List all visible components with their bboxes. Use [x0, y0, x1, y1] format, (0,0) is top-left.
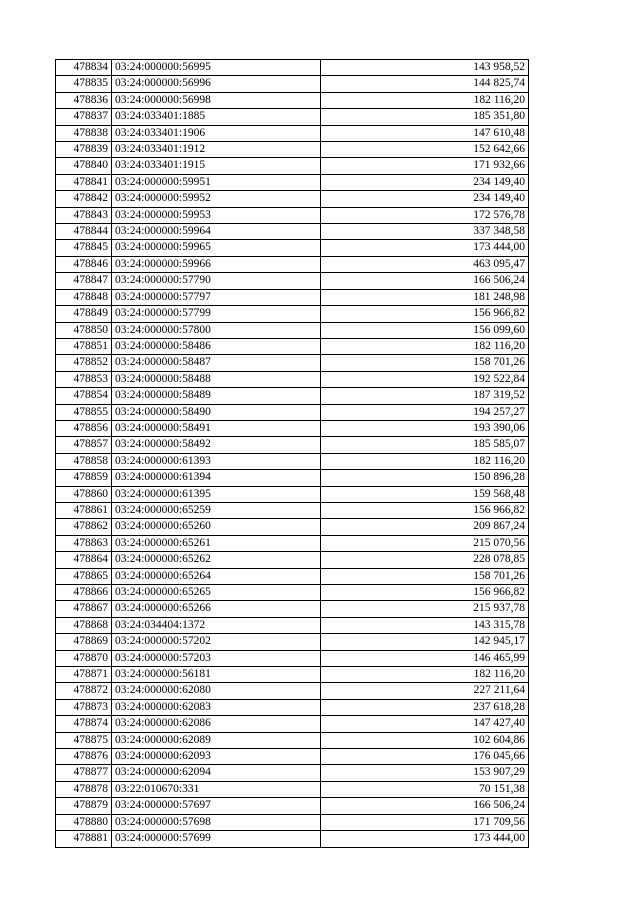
cadastral-number-cell: 03:24:000000:59964: [112, 224, 321, 240]
cadastral-number-cell: 03:24:000000:65265: [112, 585, 321, 601]
table-row: [56, 716, 529, 732]
cadastral-value-cell: 142 945,17: [321, 634, 529, 650]
table-body: [56, 60, 529, 848]
table-row: [56, 273, 529, 289]
table-row: [56, 224, 529, 240]
table-row: [56, 749, 529, 765]
table-row: [56, 781, 529, 797]
row-id-cell: 478846: [56, 256, 112, 272]
row-id-cell: 478873: [56, 699, 112, 715]
cadastral-number-cell: 03:24:000000:61393: [112, 453, 321, 469]
cadastral-number-cell: 03:24:000000:57797: [112, 289, 321, 305]
table-row: [56, 437, 529, 453]
cadastral-number-cell: 03:24:000000:57699: [112, 831, 321, 847]
table-row: [56, 306, 529, 322]
table-row: [56, 76, 529, 92]
cadastral-value-table: [55, 59, 529, 848]
row-id-cell: 478857: [56, 437, 112, 453]
table-row: [56, 667, 529, 683]
row-id-cell: 478851: [56, 338, 112, 354]
cadastral-number-cell: 03:24:000000:65264: [112, 568, 321, 584]
cadastral-number-cell: 03:24:000000:56996: [112, 76, 321, 92]
row-id-cell: 478867: [56, 601, 112, 617]
cadastral-number-cell: 03:24:000000:65260: [112, 519, 321, 535]
cadastral-value-cell: 156 966,82: [321, 502, 529, 518]
cadastral-value-cell: 150 896,28: [321, 470, 529, 486]
table-row: [56, 322, 529, 338]
cadastral-number-cell: 03:24:000000:61395: [112, 486, 321, 502]
cadastral-value-cell: 234 149,40: [321, 174, 529, 190]
cadastral-value-cell: 166 506,24: [321, 273, 529, 289]
table-row: [56, 109, 529, 125]
cadastral-value-cell: 185 351,80: [321, 109, 529, 125]
cadastral-value-cell: 463 095,47: [321, 256, 529, 272]
cadastral-value-cell: 185 585,07: [321, 437, 529, 453]
table-row: [56, 453, 529, 469]
row-id-cell: 478838: [56, 125, 112, 141]
cadastral-number-cell: 03:24:000000:57698: [112, 814, 321, 830]
cadastral-number-cell: 03:24:000000:57799: [112, 306, 321, 322]
cadastral-value-cell: 228 078,85: [321, 552, 529, 568]
cadastral-value-cell: 156 099,60: [321, 322, 529, 338]
cadastral-number-cell: 03:24:000000:56181: [112, 667, 321, 683]
table-row: [56, 174, 529, 190]
row-id-cell: 478876: [56, 749, 112, 765]
cadastral-number-cell: 03:24:000000:57697: [112, 798, 321, 814]
row-id-cell: 478859: [56, 470, 112, 486]
cadastral-number-cell: 03:24:000000:57790: [112, 273, 321, 289]
row-id-cell: 478842: [56, 191, 112, 207]
row-id-cell: 478868: [56, 617, 112, 633]
table-row: [56, 601, 529, 617]
cadastral-number-cell: 03:24:033401:1906: [112, 125, 321, 141]
cadastral-number-cell: 03:24:000000:59953: [112, 207, 321, 223]
table-row: [56, 683, 529, 699]
cadastral-number-cell: 03:24:000000:61394: [112, 470, 321, 486]
cadastral-value-cell: 172 576,78: [321, 207, 529, 223]
table-row: [56, 732, 529, 748]
cadastral-value-cell: 182 116,20: [321, 338, 529, 354]
row-id-cell: 478871: [56, 667, 112, 683]
cadastral-value-cell: 182 116,20: [321, 92, 529, 108]
cadastral-number-cell: 03:24:000000:58487: [112, 355, 321, 371]
cadastral-number-cell: 03:24:000000:58488: [112, 371, 321, 387]
cadastral-number-cell: 03:22:010670:331: [112, 781, 321, 797]
table-row: [56, 798, 529, 814]
row-id-cell: 478852: [56, 355, 112, 371]
table-row: [56, 338, 529, 354]
table-row: [56, 617, 529, 633]
row-id-cell: 478844: [56, 224, 112, 240]
cadastral-number-cell: 03:24:000000:62094: [112, 765, 321, 781]
row-id-cell: 478869: [56, 634, 112, 650]
row-id-cell: 478856: [56, 420, 112, 436]
row-id-cell: 478872: [56, 683, 112, 699]
cadastral-number-cell: 03:24:000000:57203: [112, 650, 321, 666]
row-id-cell: 478853: [56, 371, 112, 387]
cadastral-number-cell: 03:24:000000:58490: [112, 404, 321, 420]
row-id-cell: 478841: [56, 174, 112, 190]
cadastral-number-cell: 03:24:000000:59951: [112, 174, 321, 190]
row-id-cell: 478855: [56, 404, 112, 420]
cadastral-value-cell: 181 248,98: [321, 289, 529, 305]
row-id-cell: 478849: [56, 306, 112, 322]
row-id-cell: 478843: [56, 207, 112, 223]
cadastral-number-cell: 03:24:000000:62086: [112, 716, 321, 732]
cadastral-number-cell: 03:24:000000:65262: [112, 552, 321, 568]
cadastral-value-cell: 237 618,28: [321, 699, 529, 715]
row-id-cell: 478839: [56, 142, 112, 158]
row-id-cell: 478864: [56, 552, 112, 568]
row-id-cell: 478879: [56, 798, 112, 814]
row-id-cell: 478863: [56, 535, 112, 551]
cadastral-value-cell: 173 444,00: [321, 240, 529, 256]
table-row: [56, 470, 529, 486]
row-id-cell: 478874: [56, 716, 112, 732]
cadastral-number-cell: 03:24:000000:62083: [112, 699, 321, 715]
row-id-cell: 478848: [56, 289, 112, 305]
row-id-cell: 478860: [56, 486, 112, 502]
cadastral-number-cell: 03:24:000000:62080: [112, 683, 321, 699]
cadastral-value-cell: 156 966,82: [321, 585, 529, 601]
table-row: [56, 404, 529, 420]
row-id-cell: 478881: [56, 831, 112, 847]
row-id-cell: 478880: [56, 814, 112, 830]
table-row: [56, 92, 529, 108]
row-id-cell: 478875: [56, 732, 112, 748]
table-row: [56, 207, 529, 223]
cadastral-value-cell: 144 825,74: [321, 76, 529, 92]
cadastral-value-cell: 166 506,24: [321, 798, 529, 814]
cadastral-value-cell: 102 604,86: [321, 732, 529, 748]
cadastral-number-cell: 03:24:000000:58489: [112, 388, 321, 404]
cadastral-number-cell: 03:24:000000:62093: [112, 749, 321, 765]
cadastral-number-cell: 03:24:000000:58486: [112, 338, 321, 354]
row-id-cell: 478878: [56, 781, 112, 797]
table-row: [56, 142, 529, 158]
cadastral-number-cell: 03:24:000000:57800: [112, 322, 321, 338]
row-id-cell: 478834: [56, 60, 112, 76]
table-row: [56, 831, 529, 847]
row-id-cell: 478840: [56, 158, 112, 174]
cadastral-value-cell: 171 709,56: [321, 814, 529, 830]
row-id-cell: 478877: [56, 765, 112, 781]
row-id-cell: 478858: [56, 453, 112, 469]
row-id-cell: 478870: [56, 650, 112, 666]
table-row: [56, 240, 529, 256]
table-row: [56, 814, 529, 830]
cadastral-value-cell: 227 211,64: [321, 683, 529, 699]
cadastral-value-cell: 187 319,52: [321, 388, 529, 404]
cadastral-value-cell: 143 315,78: [321, 617, 529, 633]
cadastral-number-cell: 03:24:000000:59966: [112, 256, 321, 272]
cadastral-number-cell: 03:24:000000:65261: [112, 535, 321, 551]
cadastral-value-cell: 159 568,48: [321, 486, 529, 502]
row-id-cell: 478837: [56, 109, 112, 125]
row-id-cell: 478854: [56, 388, 112, 404]
row-id-cell: 478835: [56, 76, 112, 92]
cadastral-number-cell: 03:24:033401:1915: [112, 158, 321, 174]
row-id-cell: 478850: [56, 322, 112, 338]
cadastral-number-cell: 03:24:000000:56998: [112, 92, 321, 108]
cadastral-value-cell: 70 151,38: [321, 781, 529, 797]
cadastral-value-cell: 193 390,06: [321, 420, 529, 436]
table-row: [56, 355, 529, 371]
table-row: [56, 650, 529, 666]
cadastral-value-cell: 158 701,26: [321, 355, 529, 371]
table-row: [56, 765, 529, 781]
table-row: [56, 502, 529, 518]
cadastral-value-cell: 147 427,40: [321, 716, 529, 732]
table-row: [56, 486, 529, 502]
cadastral-value-cell: 176 045,66: [321, 749, 529, 765]
cadastral-value-cell: 182 116,20: [321, 667, 529, 683]
cadastral-number-cell: 03:24:000000:65259: [112, 502, 321, 518]
cadastral-value-cell: 171 932,66: [321, 158, 529, 174]
cadastral-number-cell: 03:24:000000:58492: [112, 437, 321, 453]
cadastral-value-cell: 147 610,48: [321, 125, 529, 141]
cadastral-value-cell: 209 867,24: [321, 519, 529, 535]
cadastral-number-cell: 03:24:000000:62089: [112, 732, 321, 748]
table-row: [56, 158, 529, 174]
table-row: [56, 371, 529, 387]
table-row: [56, 125, 529, 141]
cadastral-value-cell: 194 257,27: [321, 404, 529, 420]
table-row: [56, 420, 529, 436]
table-row: [56, 634, 529, 650]
cadastral-number-cell: 03:24:000000:65266: [112, 601, 321, 617]
table-row: [56, 585, 529, 601]
cadastral-value-cell: 153 907,29: [321, 765, 529, 781]
cadastral-value-cell: 182 116,20: [321, 453, 529, 469]
cadastral-value-cell: 146 465,99: [321, 650, 529, 666]
cadastral-value-cell: 215 070,56: [321, 535, 529, 551]
cadastral-value-cell: 215 937,78: [321, 601, 529, 617]
cadastral-value-cell: 192 522,84: [321, 371, 529, 387]
row-id-cell: 478865: [56, 568, 112, 584]
cadastral-value-cell: 173 444,00: [321, 831, 529, 847]
cadastral-number-cell: 03:24:033401:1885: [112, 109, 321, 125]
cadastral-value-cell: 234 149,40: [321, 191, 529, 207]
row-id-cell: 478862: [56, 519, 112, 535]
table-row: [56, 699, 529, 715]
table-row: [56, 60, 529, 76]
cadastral-number-cell: 03:24:000000:56995: [112, 60, 321, 76]
cadastral-number-cell: 03:24:000000:59965: [112, 240, 321, 256]
cadastral-number-cell: 03:24:034404:1372: [112, 617, 321, 633]
row-id-cell: 478845: [56, 240, 112, 256]
table-row: [56, 289, 529, 305]
table-row: [56, 191, 529, 207]
row-id-cell: 478866: [56, 585, 112, 601]
cadastral-number-cell: 03:24:033401:1912: [112, 142, 321, 158]
cadastral-value-cell: 152 642,66: [321, 142, 529, 158]
cadastral-value-cell: 143 958,52: [321, 60, 529, 76]
cadastral-value-cell: 156 966,82: [321, 306, 529, 322]
row-id-cell: 478836: [56, 92, 112, 108]
cadastral-number-cell: 03:24:000000:59952: [112, 191, 321, 207]
cadastral-value-cell: 158 701,26: [321, 568, 529, 584]
table-row: [56, 388, 529, 404]
table-row: [56, 256, 529, 272]
table-row: [56, 552, 529, 568]
table-row: [56, 519, 529, 535]
cadastral-number-cell: 03:24:000000:57202: [112, 634, 321, 650]
table-row: [56, 535, 529, 551]
row-id-cell: 478847: [56, 273, 112, 289]
table-row: [56, 568, 529, 584]
cadastral-value-cell: 337 348,58: [321, 224, 529, 240]
cadastral-number-cell: 03:24:000000:58491: [112, 420, 321, 436]
row-id-cell: 478861: [56, 502, 112, 518]
